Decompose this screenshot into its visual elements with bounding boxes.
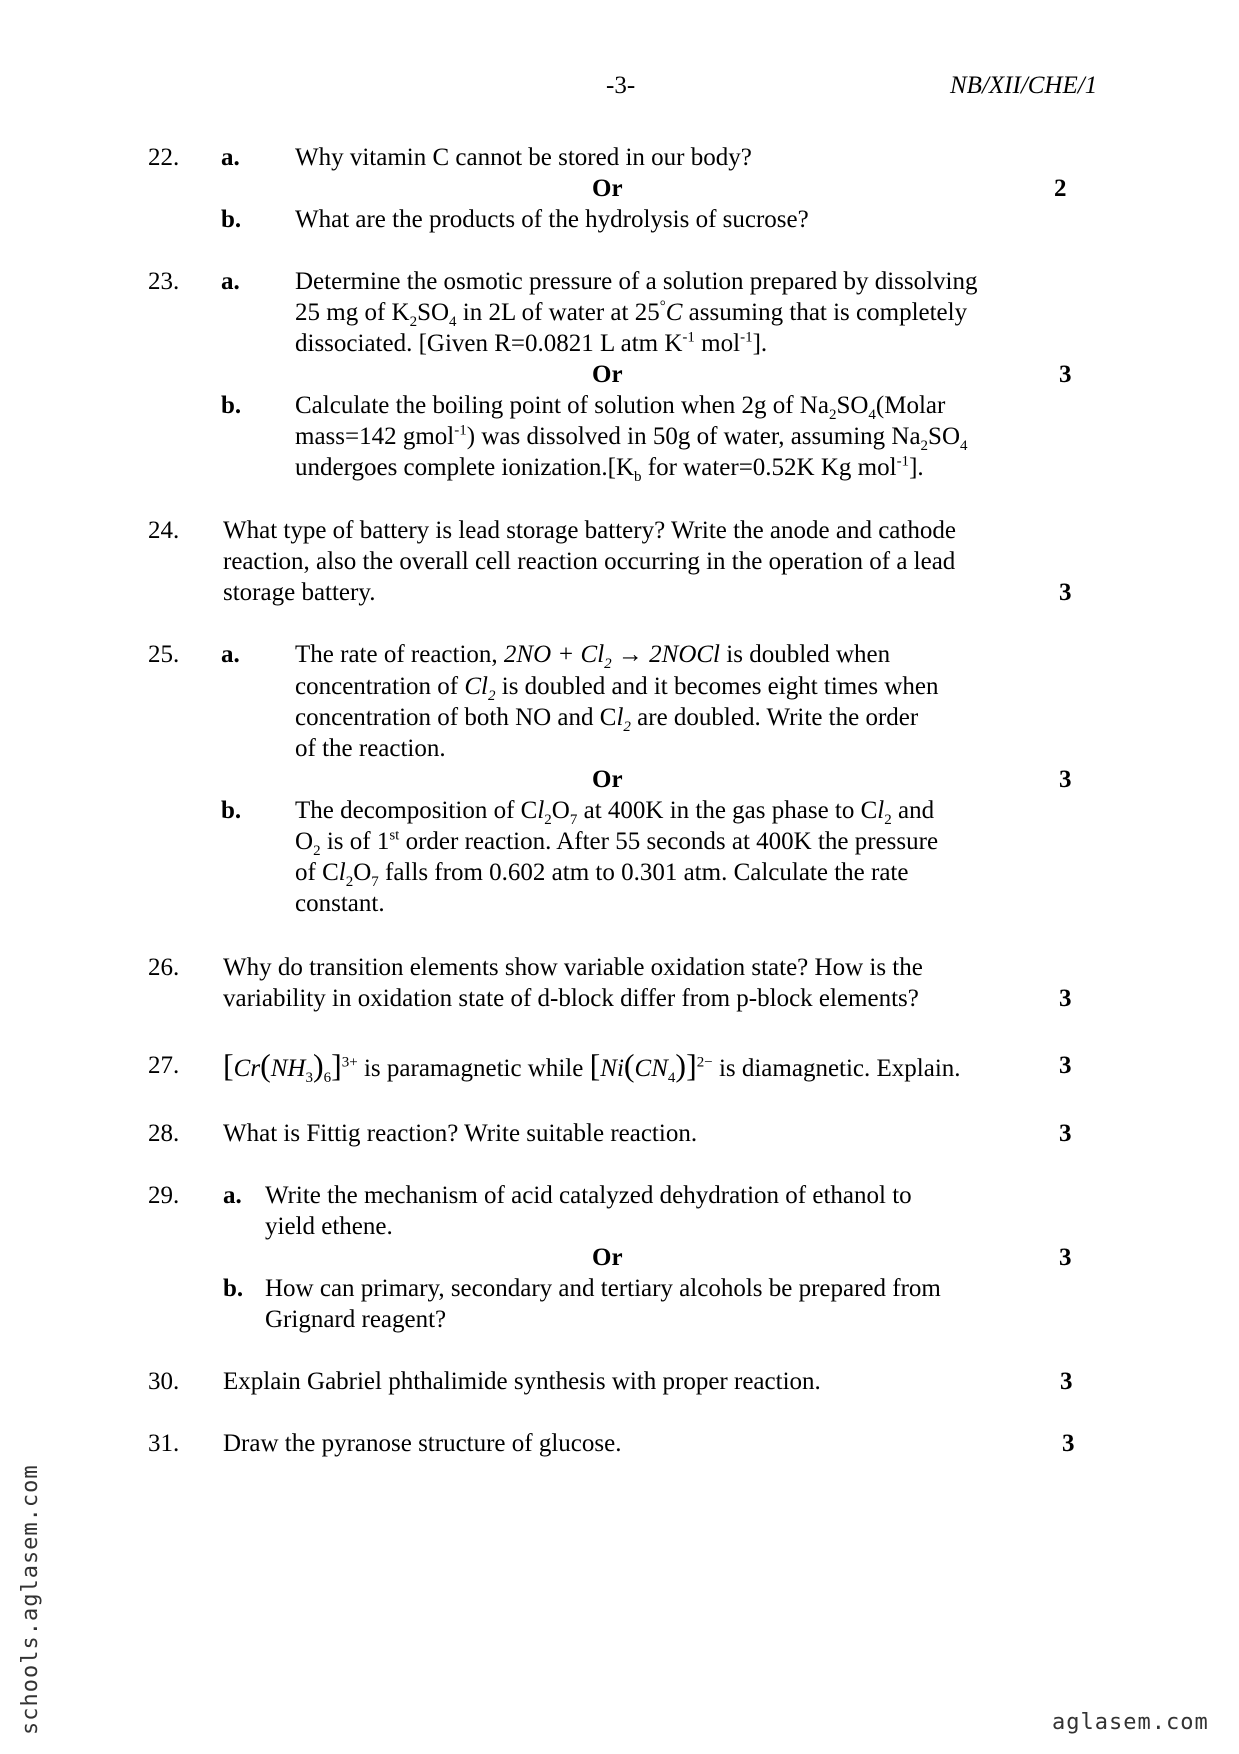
or-divider: Or [592, 361, 623, 388]
marks: 3 [1059, 1120, 1072, 1147]
question-text: 25 mg of $K_2SO_4$ in 2L of water at 25°C assuming that is completely [295, 298, 968, 330]
page-number: -3- [606, 72, 636, 99]
question-text: constant. [295, 890, 385, 917]
marks: 2 [1054, 175, 1067, 202]
or-divider: Or [592, 766, 623, 793]
question-text: What is Fittig reaction? Write suitable reaction. [223, 1120, 698, 1147]
question-number: 31. [148, 1430, 180, 1457]
question-text: reaction, also the overall cell reaction occurring in the operation of a lead [223, 548, 956, 575]
question-text: How can primary, secondary and tertiary alcohols be prepared from [265, 1275, 941, 1302]
question-text: Why do transition elements show variable oxidation state? How is the [223, 954, 923, 981]
marks: 3 [1062, 1430, 1075, 1457]
option-label: a. [223, 1182, 242, 1209]
option-label: b. [223, 1275, 244, 1302]
marks: 3 [1060, 1368, 1073, 1395]
question-number: 24. [148, 517, 180, 544]
marks: 3 [1059, 361, 1072, 388]
question-text: The decomposition of $Cl_2O_7$ at 400K in the gas phase to $Cl_2$ and [295, 797, 935, 828]
question-text: dissociated. [Given R=0.0821 L atm $K^{-1}$ mol$^{-1}$]. [295, 329, 768, 357]
question-number: 23. [148, 268, 180, 295]
question-number: 22. [148, 144, 180, 171]
question-text: yield ethene. [265, 1213, 393, 1240]
marks: 3 [1059, 1052, 1072, 1079]
option-label: a. [221, 144, 240, 171]
question-number: 29. [148, 1182, 180, 1209]
question-text: Explain Gabriel phthalimide synthesis with proper reaction. [223, 1368, 821, 1395]
question-text: Write the mechanism of acid catalyzed dehydration of ethanol to [265, 1182, 912, 1209]
option-label: a. [221, 641, 240, 668]
marks: 3 [1059, 766, 1072, 793]
question-text: undergoes complete $ionization.[K_b$ for water=0.52K Kg mol$^{-1}$]. [295, 453, 924, 485]
question-text: storage battery. [223, 579, 376, 606]
option-label: a. [221, 268, 240, 295]
or-divider: Or [592, 175, 623, 202]
question-text: of $Cl_2O_7$ falls from 0.602 atm to 0.301 atm. Calculate the rate [295, 859, 909, 890]
question-text: Why vitamin C cannot be stored in our body? [295, 144, 752, 171]
or-divider: Or [592, 1244, 623, 1271]
question-text: Draw the pyranose structure of glucose. [223, 1430, 622, 1457]
question-text: What are the products of the hydrolysis of sucrose? [295, 206, 809, 233]
question-text: Grignard reagent? [265, 1306, 447, 1333]
question-number: 27. [148, 1052, 180, 1079]
bottom-watermark: aglasem.com [1052, 1710, 1209, 1735]
marks: 3 [1059, 579, 1072, 606]
option-label: b. [221, 392, 242, 419]
marks: 3 [1059, 985, 1072, 1012]
question-text: $O_2$ is of 1st order reaction. After 55 seconds at 400K the pressure [295, 827, 939, 859]
question-text: Calculate the boiling point of solution when 2g of $Na_2SO_4(Molar$ [295, 392, 946, 423]
question-text: What type of battery is lead storage battery? Write the anode and cathode [223, 517, 956, 544]
question-text: variability in oxidation state of d-block differ from p-block elements? [223, 985, 919, 1012]
question-text: mass=142 gmol$^{-1}$) was dissolved in 50g of water, assuming $Na_2SO_4$ [295, 422, 968, 454]
option-label: b. [221, 206, 242, 233]
question-text: concentration of $Cl_2$ is doubled and it becomes eight times when [295, 673, 939, 704]
question-text: The rate of reaction, $2NO + Cl_2$ → 2NOCl is doubled when [295, 641, 891, 672]
question-number: 30. [148, 1368, 180, 1395]
question-text: of the reaction. [295, 735, 446, 762]
question-text: $[Cr(NH_3)_6]^{3+}$ is paramagnetic while $[Ni(CN_4)]^{2-}$ is diamagnetic. Explain. [223, 1047, 961, 1086]
paper-code: NB/XII/CHE/1 [950, 72, 1098, 99]
question-number: 26. [148, 954, 180, 981]
option-label: b. [221, 797, 242, 824]
question-number: 28. [148, 1120, 180, 1147]
side-watermark: schools.aglasem.com [18, 1464, 43, 1735]
marks: 3 [1059, 1244, 1072, 1271]
question-text: Determine the osmotic pressure of a solution prepared by dissolving [295, 268, 978, 295]
question-text: concentration of both NO and $Cl_2$ are doubled. Write the order [295, 704, 919, 735]
question-number: 25. [148, 641, 180, 668]
